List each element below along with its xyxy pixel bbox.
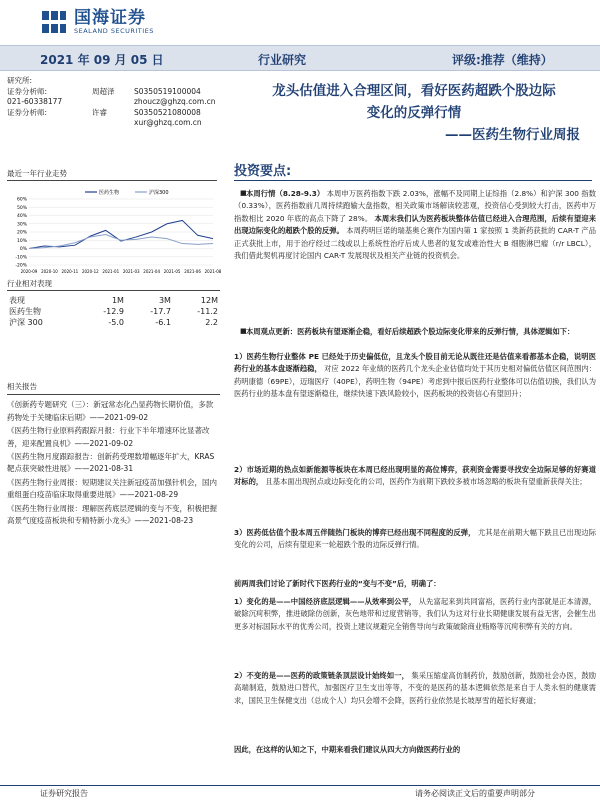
- x-tick-label: 2020-09: [20, 269, 38, 274]
- y-tick-label: -10%: [15, 255, 27, 261]
- paragraph-view-update: [234, 326, 596, 338]
- paragraph-text: 本周申万医药指数下跌 2.03%，涨幅不及同期上证综指（2.8%）和沪深 300 指数（0.33%），医药指数前几周持续跑输大盘指数，相关政策市场解读较悲观，投资信心受到较大打击，医药申万指数相比 2020 年底的高点下降了 28%。: [234, 189, 596, 223]
- analyst-name: [92, 118, 134, 129]
- table-row: [7, 317, 220, 328]
- analyst-row: [7, 97, 222, 108]
- analyst-email[interactable]: zhoucz@ghzq.com.cn: [134, 97, 216, 106]
- y-tick-label: 50%: [16, 205, 27, 211]
- paragraph-constant: [234, 670, 596, 707]
- paragraph-text: 对应 2022 年业绩的医药几个龙头企业估值均处于其历史相对偏低估值区间范围内：药明康德（69PE），迈瑞医疗（40PE），药明生物（94PE）考虑到中报后医药行业整体可以估值切换，我们认为医药行业的基本盘有望逐渐稳住，继续快速下跌风险较小，医药板块的投资信心有望回升；: [234, 364, 596, 399]
- bold-text: 2）不变的是——医药的政策链条顶层设计始终如一，: [234, 671, 409, 680]
- title-line: 龙头估值进入合理区间，看好医药超跌个股边际: [272, 83, 556, 99]
- logo-emblem-icon: [40, 8, 68, 36]
- trend-chart-svg: [7, 185, 222, 277]
- bold-text: 本周末我们认为医药板块整体估值已经进入合理范围，后续有望迎来出现边际变化的超跌个股的反弹。: [234, 213, 596, 236]
- report-title: [228, 80, 600, 146]
- analyst-name: 许睿: [92, 107, 107, 117]
- x-tick-label: 2021-01: [102, 269, 120, 274]
- table-header-row: [7, 295, 220, 306]
- related-report-link[interactable]: 《创新药专题研究（三）：新冠常态化凸显药物长期价值，多款药物处于关键临床后期》——2021-09-02: [7, 400, 214, 422]
- analyst-role: [7, 118, 92, 129]
- analyst-id: S0350521080008: [134, 107, 201, 117]
- analyst-email[interactable]: xur@ghzq.com.cn: [134, 118, 202, 127]
- brand-name-cn: 国海证券: [74, 8, 146, 28]
- bullet-icon: ■: [240, 189, 247, 197]
- bold-text: 1）医药生物行业整体 PE 已经处于历史偏低位，且龙头个股目前无论从既往还是估值来看都基本企稳，说明医药行业的基本盘逐渐趋稳，: [234, 352, 596, 374]
- investment-highlights-heading: 投资要点:: [234, 164, 292, 179]
- performance-table: [7, 295, 220, 328]
- bold-lead: 本周行情（8.28-9.3）: [246, 189, 325, 198]
- y-tick-label: -20%: [15, 263, 27, 269]
- analyst-name: [92, 97, 134, 108]
- legend-label-pharma: 医药生物: [99, 190, 120, 196]
- y-tick-label: 30%: [16, 222, 27, 228]
- analyst-id: S0350519100004: [134, 86, 201, 96]
- bold-text: 前两周我们讨论了新时代下医药行业的“变与不变”后，明确了：: [234, 579, 441, 588]
- table-header-cell: 1M: [111, 296, 124, 305]
- paragraph-logic-3: [234, 527, 596, 552]
- analyst-phone: 021-60338177: [7, 97, 63, 106]
- footer-divider: [0, 785, 600, 786]
- table-header-cell: 12M: [200, 296, 218, 305]
- analyst-role: 证券分析师:: [7, 107, 48, 117]
- series-line-0: [29, 220, 213, 248]
- table-cell: 2.2: [205, 318, 218, 327]
- table-header-cell: 表现: [9, 296, 25, 305]
- y-tick-label: 10%: [16, 238, 27, 244]
- performance-title: 行业相对表现: [7, 278, 220, 291]
- table-cell: -11.2: [197, 307, 218, 316]
- title-subtitle: ——医药生物行业周报: [445, 127, 580, 143]
- table-cell: -17.7: [150, 307, 171, 316]
- legend-label-hs300: 沪深300: [149, 190, 169, 196]
- analyst-row: [7, 108, 222, 119]
- bold-text: 3）医药低估值个股本周五伴随热门板块的博弈已经出现不同程度的反弹，: [234, 528, 476, 537]
- x-tick-label: 2021-08: [204, 269, 222, 274]
- analyst-name: 周超泽: [92, 86, 115, 96]
- report-rating: 评级:推荐（维持）: [452, 53, 553, 67]
- paragraph-text: 集采压缩虚高仿制药价，鼓励创新，鼓励社会办医，鼓励高端制造，鼓励进口替代，加强医疗卫生支出等等，不变的是医药的基本逻辑依然是来自于人类永恒的健康需求，国民卫生保健支出（总成个人）均只会增不会降，医药行业依然是长坡厚雪的超长好赛道；: [234, 671, 597, 705]
- trend-chart-title: 最近一年行业走势: [7, 168, 217, 181]
- table-cell: 医药生物: [9, 307, 41, 316]
- table-cell: 沪深 300: [9, 318, 43, 327]
- bullet-icon: ■: [240, 327, 247, 335]
- bold-text: 2）市场近期的热点如新能源等板块在本周已经出现明显的高位博弈，获利资金需要寻找安全边际足够的好赛道对标的，: [234, 465, 596, 487]
- paragraph-logic-2: [234, 464, 596, 489]
- related-reports: [7, 381, 220, 528]
- table-cell: -6.1: [155, 318, 171, 327]
- brand-name-en: SEALAND SECURITIES: [74, 27, 154, 35]
- paragraph-logic-1: [234, 351, 596, 401]
- x-tick-label: 2021-03: [122, 269, 140, 274]
- y-tick-label: 0%: [19, 247, 27, 252]
- brand-logo: [40, 8, 154, 36]
- heading-divider: [234, 180, 592, 181]
- paragraph-change-constant: [234, 578, 596, 590]
- related-report-link[interactable]: 《医药生物行业周报：短期建议关注新冠疫苗加强针机会，国内重组蛋白疫苗临床取得重要进展》——2021-08-29: [7, 477, 217, 500]
- related-report-link[interactable]: 《医药生物行业原料药跟踪月报：行业下半年增速环比显著改善，迎来配置良机》——2021-09-02: [7, 426, 210, 448]
- table-header-cell: 3M: [158, 296, 171, 305]
- paragraph-text: 本周药明巨诺的瑞基奥仑赛作为国内第 1 家按照 1 类新药获批的 CAR-T 产品正式获批上市，用于治疗经过二线或以上系统性治疗后成人患者的复发或难治性大 B 细胞淋巴瘤（r/r LBCL），我们借此契机再度讨论国内 CAR-T 发展现状及相关产业链的投资机会。: [234, 226, 597, 261]
- x-tick-label: 2021-04: [143, 269, 161, 274]
- x-tick-label: 2020-12: [81, 269, 99, 274]
- analyst-info: [7, 76, 222, 129]
- paragraph-market-review: [234, 188, 596, 262]
- institute-label: 研究所:: [7, 76, 33, 85]
- footer-left: 证券研究报告: [40, 789, 88, 798]
- related-reports-title: 相关报告: [7, 381, 220, 395]
- table-row: [7, 306, 220, 317]
- bold-text: 1）变化的是——中国经济底层逻辑——从效率到公平，: [234, 597, 417, 606]
- related-report-link[interactable]: 《医药生物月度跟踪报告：创新药受理数增幅逐年扩大，KRAS 靶点获突破性进展》——2021-08-31: [7, 452, 215, 474]
- trend-chart: [7, 168, 222, 276]
- paragraph-text: 尤其是在前期大幅下跌且已出现边际变化的公司，后续有望迎来一轮超跌个股的边际反弹行情。: [234, 528, 597, 550]
- x-tick-label: 2020-10: [41, 269, 58, 274]
- paragraph-change: [234, 596, 596, 633]
- report-header-bar: [0, 45, 600, 71]
- table-cell: -5.0: [108, 318, 124, 327]
- paragraph-text: 从先富起来到共同富裕，医药行业内部就是正本清源，破除沉疴积弊，推进破除仿创新，灰色地带和过度营销等，我们认为这对行业长期健康发展有益无害，会催生出更多对标国际水平的优秀公司，投资上建议规避完全销售导向与政策破除商业贿赂等沉疴积弊有关的方向。: [234, 597, 596, 631]
- y-tick-label: 40%: [16, 214, 27, 219]
- report-date: 2021 年 09 月 05 日: [40, 53, 164, 67]
- analyst-row: [7, 87, 222, 98]
- paragraph-text: 且基本面出现拐点或边际变化的公司，医药作为前期下跌较多被市场忽略的板块有望重新获得关注；: [265, 477, 587, 487]
- related-report-link[interactable]: 《医药生物行业周报：理解医药底层逻辑的变与不变，积极把握高景气度疫苗板块和专精特新小龙头》——2021-08-23: [7, 503, 217, 526]
- bold-lead: 本周观点更新：医药板块有望逐渐企稳，看好后续超跌个股边际变化带来的反弹行情，具体逻辑如下：: [246, 327, 575, 336]
- analyst-role: 证券分析师:: [7, 86, 48, 96]
- performance-section: [7, 278, 220, 328]
- x-tick-label: 2021-06: [184, 269, 201, 274]
- title-line: 变化的反弹行情: [366, 105, 462, 121]
- paragraph-conclusion: [234, 744, 596, 756]
- y-tick-label: 60%: [16, 197, 27, 203]
- x-tick-label: 2021-05: [163, 269, 181, 274]
- report-type: 行业研究: [258, 53, 307, 67]
- x-tick-label: 2020-11: [61, 269, 79, 274]
- analyst-row: [7, 118, 222, 129]
- bold-text: 因此，在这样的认知之下，中期来看我们建议从四大方向做医药行业的: [234, 745, 461, 754]
- footer-right: 请务必阅读正文后的重要声明部分: [415, 789, 535, 798]
- y-tick-label: 20%: [16, 230, 27, 236]
- table-cell: -12.9: [103, 307, 124, 316]
